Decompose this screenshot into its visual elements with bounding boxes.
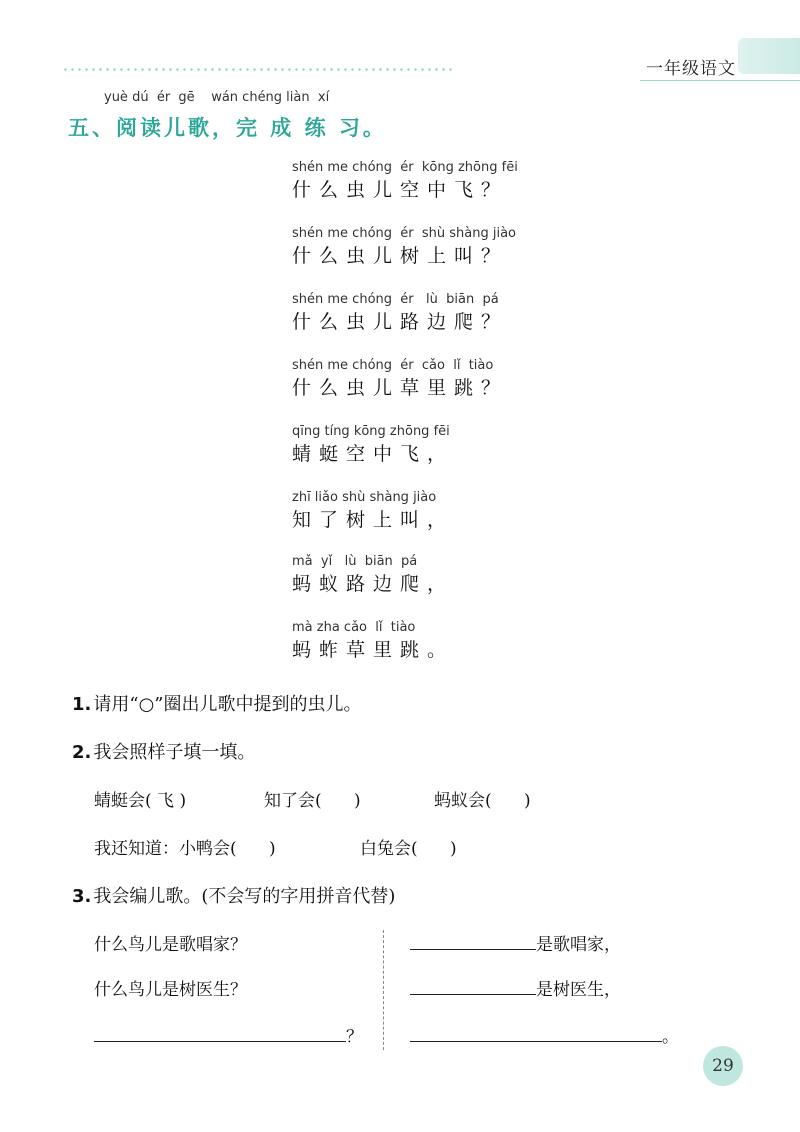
poem-line-pinyin: shén me chóng ér shù shàng jiào — [292, 226, 517, 241]
poem-line-3 — [292, 292, 508, 335]
question-1 — [72, 690, 361, 716]
section-title-pinyin: yuè dú ér gē wán chéng liàn xí — [104, 90, 330, 105]
question-2 — [72, 738, 255, 764]
question-text: 请用“○”圈出儿歌中提到的虫儿。 — [93, 694, 362, 715]
poem-line-text: 蚂蚱草里跳。 — [292, 639, 455, 661]
answer-blank[interactable] — [94, 1040, 346, 1042]
poem-line-2 — [292, 226, 516, 269]
poem-line-pinyin: shén me chóng ér cǎo lǐ tiào — [292, 358, 494, 373]
poem-line-text: 什么虫儿草里跳？ — [292, 377, 509, 399]
poem-line-text: 什么虫儿空中飞？ — [292, 179, 509, 201]
page-number: 29 — [703, 1046, 743, 1086]
poem-line-5 — [292, 424, 454, 467]
poem-line-text: 蜻蜓空中飞， — [292, 443, 455, 465]
poem-line-text: 什么虫儿路边爬？ — [292, 311, 509, 333]
fill-item-ant[interactable]: 蚂蚁会( ) — [434, 791, 531, 811]
poem-line-text: 什么虫儿树上叫？ — [292, 245, 509, 267]
answer-blank[interactable] — [410, 1040, 662, 1042]
poem-line-pinyin: mǎ yǐ lù biān pá — [292, 554, 418, 569]
poem-line-4 — [292, 358, 508, 401]
answer-suffix: 是歌唱家， — [536, 935, 621, 955]
poem-line-pinyin: zhī liǎo shù shàng jiào — [292, 490, 437, 505]
fill-item-dragonfly[interactable]: 蜻蜓会( 飞 ) — [94, 791, 187, 811]
poem-line-8 — [292, 620, 454, 663]
prompt-tree-doctor: 什么鸟儿是树医生？ — [94, 980, 247, 1000]
header-underline — [640, 80, 800, 81]
poem-line-7 — [292, 554, 454, 597]
fill-item-rabbit[interactable]: 白兔会( ) — [360, 839, 457, 859]
poem-line-text: 知了树上叫， — [292, 509, 455, 531]
line-end-mark: ？ — [346, 1027, 363, 1047]
line-end-mark: 。 — [662, 1027, 679, 1047]
fill-item-duckling[interactable]: 我还知道：小鸭会( ) — [94, 839, 276, 859]
question-text: 我会照样子填一填。 — [93, 742, 256, 763]
compose-line-left — [94, 1022, 363, 1047]
header-grade: 一年级语文 — [646, 59, 736, 79]
fill-item-cicada[interactable]: 知了会( ) — [264, 791, 361, 811]
poem-line-text: 蚂蚁路边爬， — [292, 573, 455, 595]
question-number: 2. — [72, 742, 92, 763]
answer-singer — [410, 930, 621, 955]
answer-blank[interactable] — [410, 948, 536, 950]
poem-line-pinyin: shén me chóng ér kōng zhōng fēi — [292, 160, 518, 175]
compose-line-right — [410, 1022, 679, 1047]
header-tab — [738, 38, 800, 74]
poem-line-1 — [292, 160, 518, 203]
question-number: 3. — [72, 886, 92, 907]
poem-line-pinyin: mà zha cǎo lǐ tiào — [292, 620, 416, 635]
column-divider — [383, 930, 384, 1050]
poem-line-pinyin: qīng tíng kōng zhōng fēi — [292, 424, 450, 439]
answer-blank[interactable] — [410, 993, 536, 995]
poem-line-6 — [292, 490, 454, 533]
section-title: 五、阅读儿歌，完 成 练 习。 — [68, 116, 387, 140]
question-3 — [72, 882, 395, 908]
prompt-singer: 什么鸟儿是歌唱家？ — [94, 935, 247, 955]
answer-suffix: 是树医生， — [536, 980, 621, 1000]
question-number: 1. — [72, 694, 92, 715]
header-dotted-rule — [62, 68, 452, 71]
poem-line-pinyin: shén me chóng ér lù biān pá — [292, 292, 499, 307]
question-text: 我会编儿歌。(不会写的字用拼音代替) — [93, 886, 396, 907]
answer-tree-doctor — [410, 975, 621, 1000]
